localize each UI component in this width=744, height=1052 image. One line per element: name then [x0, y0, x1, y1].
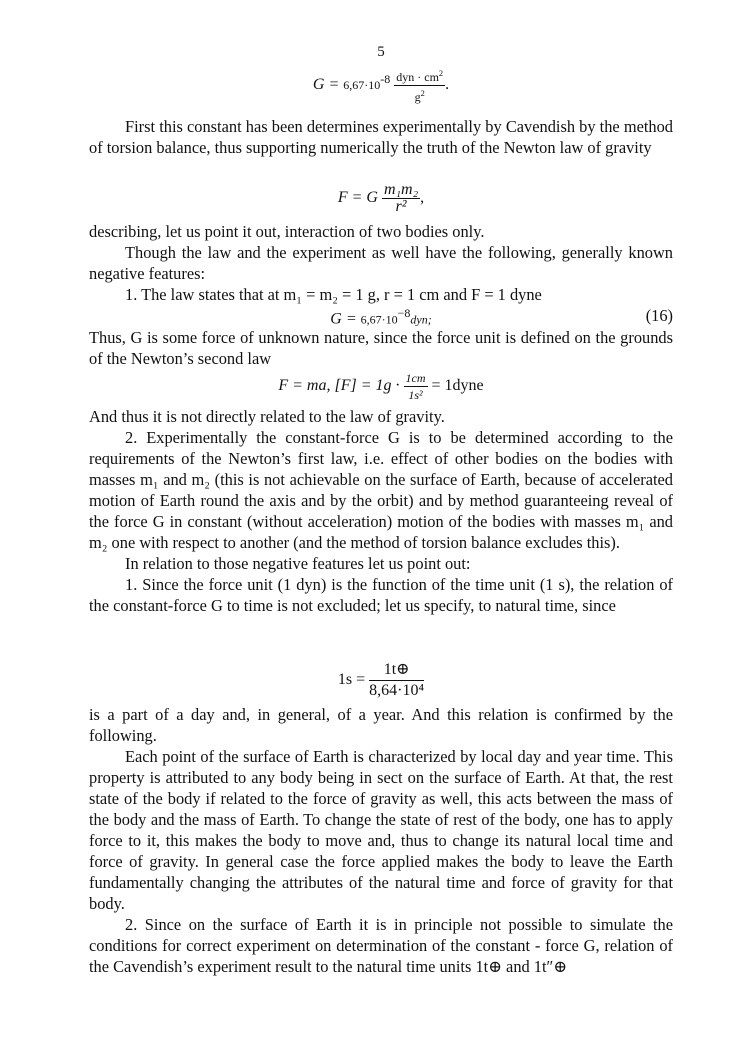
eq-num-exp: 2: [438, 69, 444, 78]
paragraph: is a part of a day and, in general, of a year. And this relation is confirmed by the following.: [89, 705, 673, 745]
eq-exp: -8: [380, 71, 391, 86]
eq-unit: dyn;: [410, 312, 432, 327]
eq-fraction: [394, 66, 445, 105]
list-item: 1. Since the force unit (1 dyn) is the function of the time unit (1 s), the relation of the constant-force G to time is not excluded; let us specify, to natural time, since: [89, 575, 673, 615]
eq-num: 1cm: [405, 371, 426, 385]
eq-lhs: G =: [312, 76, 340, 94]
eq-exp: −8: [397, 306, 411, 320]
eq-lhs: 1s =: [337, 671, 366, 689]
paragraph: Though the law and the experiment as well have the following, generally known negative features:: [89, 243, 673, 283]
list-item: 2. Since on the surface of Earth it is in principle not possible to simulate the conditions for correct experiment on determination of the constant - force G, relation of the Cavendish’s experiment result to the natural time units 1t⊕ and 1t″⊕: [89, 915, 673, 976]
eq-den: g: [414, 90, 421, 104]
equation-time: [89, 660, 673, 701]
eq-num: 1t⊕: [369, 660, 424, 681]
eq-fraction: [382, 182, 420, 215]
list-item: 2. Experimentally the constant-force G is to be determined according to the requirements of the Newton’s first law, i.e. effect of other bodies on the bodies with masses m₁ and m₂ (this is not achievable on the surface of Earth, because of accelerated motion of Earth round the axis and by the orbit) and by method guaranteeing reveal of the force G in constant (without acceleration) motion of the bodies with masses m₁ and m₂ one with respect to another (and the method of torsion balance excludes this).: [89, 428, 673, 552]
eq-value: 6,67·10: [343, 78, 381, 93]
paragraph: First this constant has been determines experimentally by Cavendish by the method of torsion balance, thus supporting numerically the truth of the Newton law of gravity: [89, 117, 673, 157]
equation-newton-law: [89, 182, 673, 215]
eq-num: m₁m₂: [383, 181, 419, 198]
eq-lhs: F = ma, [F] = 1g ·: [278, 377, 400, 395]
paragraph: describing, let us point it out, interaction of two bodies only.: [89, 222, 485, 241]
page-number: 5: [377, 44, 385, 60]
equation-second-law: [89, 370, 673, 403]
eq-trail: ,: [420, 189, 425, 207]
paragraph: Each point of the surface of Earth is characterized by local day and year time. This property is attributed to any body being in sect on the surface of Earth. At that, the rest state of the body if related to the force of gravity as well, this acts between the mass of the body and the mass of Earth. To change the state of rest of the body, one has to apply force to it, this makes the body to move and, thus to change its natural local time and force of gravity. In general case the force applied makes the body to leave the Earth fundamentally changing the attributes of the natural time and force of gravity for that body.: [89, 747, 673, 913]
eq-trail: .: [445, 76, 450, 94]
eq-lhs: G =: [330, 310, 357, 328]
paragraph: Thus, G is some force of unknown nature, since the force unit is defined on the grounds of the Newton’s second law: [89, 328, 673, 368]
eq-fraction: [369, 660, 424, 701]
eq-den: 1s²: [408, 388, 423, 402]
equation-gravitational-constant: [89, 66, 673, 105]
eq-num: dyn · cm: [396, 70, 439, 84]
eq-den: 8,64·10⁴: [369, 682, 425, 699]
list-item: 1. The law states that at m₁ = m₂ = 1 g, r = 1 cm and F = 1 dyne: [125, 285, 542, 304]
eq-lhs: F = G: [337, 189, 378, 207]
paragraph: In relation to those negative features let us point out:: [125, 554, 471, 573]
eq-value: 6,67·10: [360, 312, 398, 327]
eq-fraction: [404, 370, 428, 403]
eq-rhs: = 1dyne: [431, 377, 484, 395]
equation-number: (16): [645, 306, 673, 325]
eq-den: r²: [395, 198, 407, 215]
paragraph: And thus it is not directly related to the law of gravity.: [89, 407, 445, 426]
equation-16: [89, 306, 673, 328]
eq-den-exp: 2: [420, 89, 425, 98]
